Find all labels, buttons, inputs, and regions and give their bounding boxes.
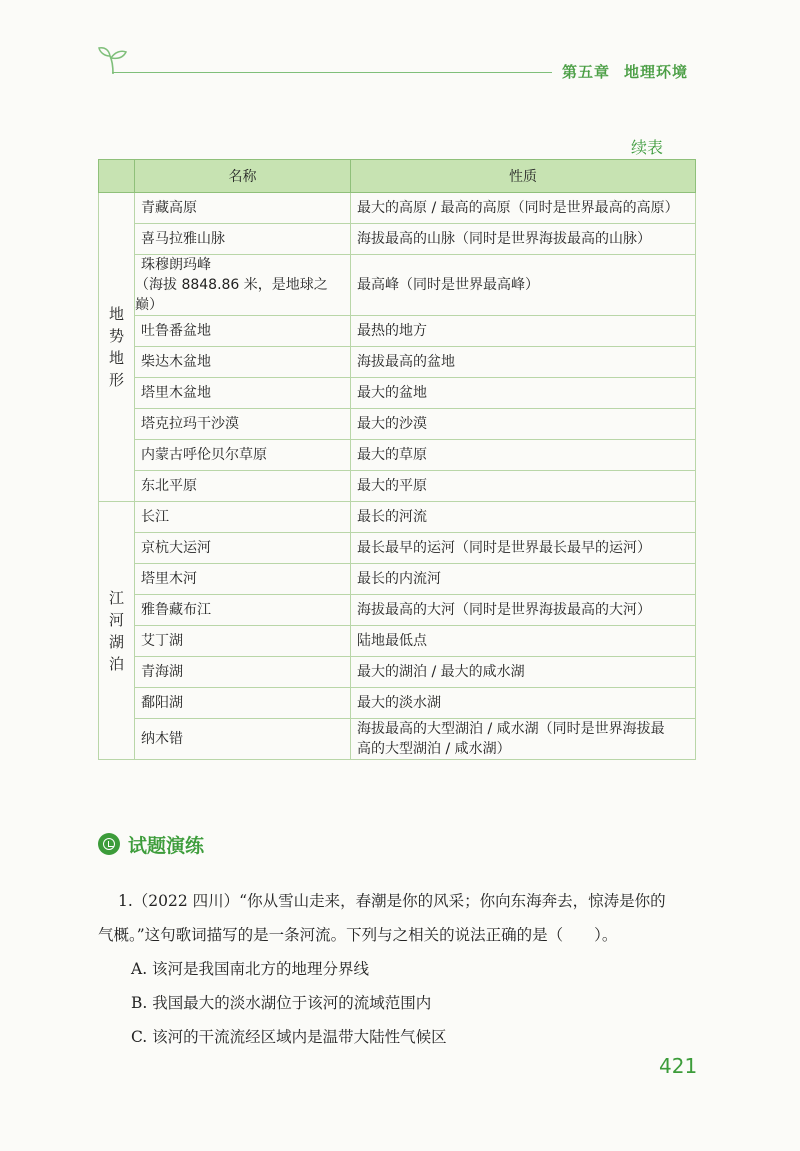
name-cell: 吐鲁番盆地 bbox=[135, 316, 351, 347]
header-name: 名称 bbox=[135, 160, 351, 193]
option-a: A. 该河是我国南北方的地理分界线 bbox=[131, 960, 370, 978]
question-line-2: 气概。”这句歌词描写的是一条河流。下列与之相关的说法正确的是（ ）。 bbox=[98, 926, 618, 944]
name-cell: 雅鲁藏布江 bbox=[135, 595, 351, 626]
name-cell: 喜马拉雅山脉 bbox=[135, 224, 351, 255]
table-row bbox=[99, 471, 696, 502]
table-row bbox=[99, 502, 696, 533]
table-row bbox=[99, 595, 696, 626]
name-cell: 纳木错 bbox=[135, 719, 351, 760]
table-row bbox=[99, 193, 696, 224]
table-row bbox=[99, 533, 696, 564]
question-line-1: 1.（2022 四川）“你从雪山走来，春潮是你的风采；你向东海奔去，惊涛是你的 bbox=[118, 892, 666, 910]
property-cell: 最大的沙漠 bbox=[351, 409, 696, 440]
property-cell: 最大的平原 bbox=[351, 471, 696, 502]
property-cell: 海拔最高的大河（同时是世界海拔最高的大河） bbox=[351, 595, 696, 626]
table-row bbox=[99, 316, 696, 347]
answer-options bbox=[131, 952, 447, 1054]
property-cell: 最热的地方 bbox=[351, 316, 696, 347]
property-cell: 陆地最低点 bbox=[351, 626, 696, 657]
name-cell: 柴达木盆地 bbox=[135, 347, 351, 378]
category-cell bbox=[99, 193, 135, 502]
chapter-title bbox=[562, 61, 688, 82]
property-cell: 最大的淡水湖 bbox=[351, 688, 696, 719]
property-cell bbox=[351, 719, 696, 760]
chapter-name: 地理环境 bbox=[624, 63, 689, 81]
name-cell: 京杭大运河 bbox=[135, 533, 351, 564]
category-cell bbox=[99, 502, 135, 760]
property-cell: 海拔最高的盆地 bbox=[351, 347, 696, 378]
table-row bbox=[99, 255, 696, 316]
geography-table bbox=[98, 159, 696, 760]
property-cell: 最长的河流 bbox=[351, 502, 696, 533]
property-cell: 最长最早的运河（同时是世界最长最早的运河） bbox=[351, 533, 696, 564]
property-cell: 最大的高原 / 最高的高原（同时是世界最高的高原） bbox=[351, 193, 696, 224]
table-row bbox=[99, 564, 696, 595]
table-row bbox=[99, 719, 696, 760]
property-cell: 最大的盆地 bbox=[351, 378, 696, 409]
name-cell: 长江 bbox=[135, 502, 351, 533]
category-label: 地势地形 bbox=[108, 305, 124, 389]
table-row bbox=[99, 347, 696, 378]
name-cell bbox=[135, 255, 351, 316]
clock-icon bbox=[98, 833, 120, 855]
header-property: 性质 bbox=[351, 160, 696, 193]
question-stem bbox=[98, 884, 698, 952]
category-label: 江河湖泊 bbox=[108, 588, 124, 673]
name-cell: 塔里木盆地 bbox=[135, 378, 351, 409]
property-cell: 最大的草原 bbox=[351, 440, 696, 471]
page-number: 421 bbox=[659, 1054, 698, 1078]
property-cell: 最长的内流河 bbox=[351, 564, 696, 595]
property-cell: 海拔最高的山脉（同时是世界海拔最高的山脉） bbox=[351, 224, 696, 255]
table-row bbox=[99, 224, 696, 255]
option-b: B. 我国最大的淡水湖位于该河的流域范围内 bbox=[131, 994, 432, 1012]
name-cell: 塔里木河 bbox=[135, 564, 351, 595]
property-cell: 最大的湖泊 / 最大的咸水湖 bbox=[351, 657, 696, 688]
table-row bbox=[99, 440, 696, 471]
table-continued-label: 续表 bbox=[631, 138, 664, 157]
name-cell: 鄱阳湖 bbox=[135, 688, 351, 719]
table-row bbox=[99, 409, 696, 440]
property-line: 海拔最高的大型湖泊 / 咸水湖（同时是世界海拔最 bbox=[357, 721, 665, 737]
header-empty bbox=[99, 160, 135, 193]
table-row bbox=[99, 378, 696, 409]
table-row bbox=[99, 657, 696, 688]
name-cell: 东北平原 bbox=[135, 471, 351, 502]
chapter-number: 第五章 bbox=[562, 63, 611, 81]
property-line-2: 高的大型湖泊 / 咸水湖） bbox=[357, 741, 511, 757]
header-divider bbox=[112, 72, 552, 73]
name-cell: 艾丁湖 bbox=[135, 626, 351, 657]
table-row bbox=[99, 688, 696, 719]
section-title: 试题演练 bbox=[128, 835, 205, 857]
table-header-row bbox=[99, 160, 696, 193]
option-c: C. 该河的干流流经区域内是温带大陆性气候区 bbox=[131, 1028, 447, 1046]
name-cell: 塔克拉玛干沙漠 bbox=[135, 409, 351, 440]
table-row bbox=[99, 626, 696, 657]
property-cell: 最高峰（同时是世界最高峰） bbox=[351, 255, 696, 316]
name-cell: 青海湖 bbox=[135, 657, 351, 688]
name-cell: 内蒙古呼伦贝尔草原 bbox=[135, 440, 351, 471]
name-cell: 青藏高原 bbox=[135, 193, 351, 224]
name-line: 珠穆朗玛峰 bbox=[141, 257, 211, 273]
page-header bbox=[0, 40, 800, 90]
name-line-2: （海拔 8848.86 米，是地球之巅） bbox=[135, 277, 328, 313]
